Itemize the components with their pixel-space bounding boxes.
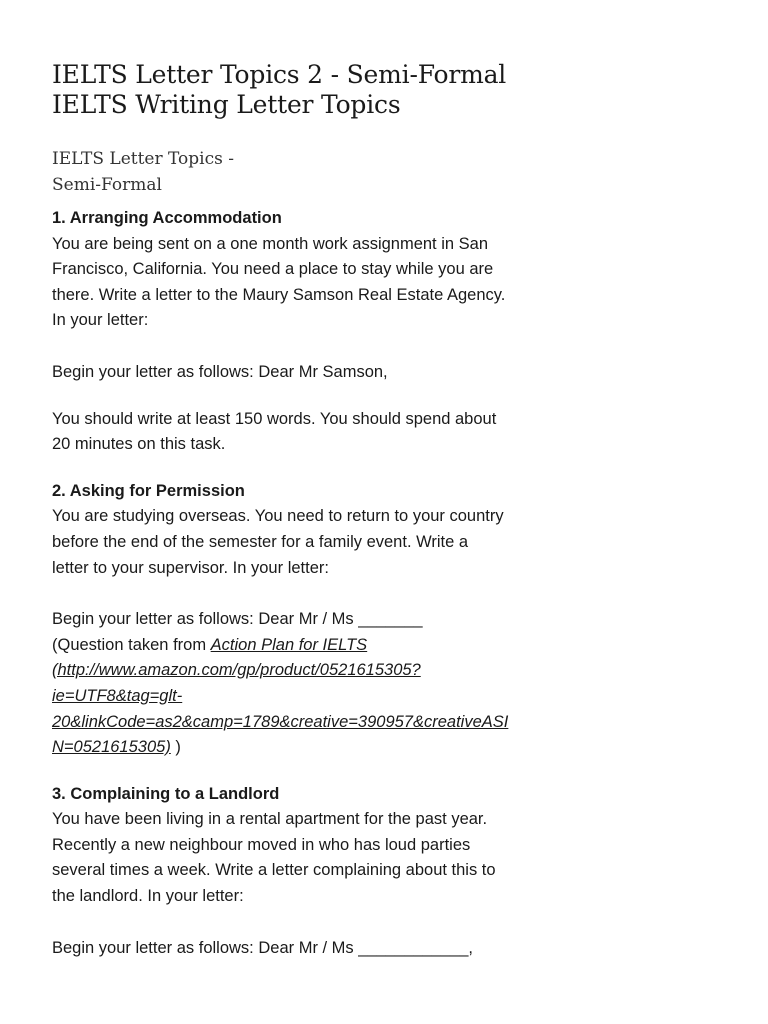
subtitle-line-1: IELTS Letter Topics - (52, 149, 234, 169)
body-line: there. Write a letter to the Maury Samson Real Estate Agency. (52, 285, 506, 304)
body-line: You are being sent on a one month work assignment in San (52, 234, 489, 253)
source-url-line: 20&linkCode=as2&camp=1789&creative=390957&creativeASI (52, 712, 509, 731)
topic-heading: 1. Arranging Accommodation (52, 209, 282, 227)
page-title (52, 60, 552, 120)
document-page (52, 60, 552, 961)
source-url-line: (http://www.amazon.com/gp/product/0521615305? (52, 661, 421, 680)
topic-body (52, 504, 552, 581)
subtitle-line-2: Semi-Formal (52, 175, 162, 195)
body-line: several times a week. Write a letter complaining about this to (52, 861, 496, 880)
body-line: letter to your supervisor. In your letter: (52, 558, 329, 577)
source-citation (52, 633, 552, 761)
source-prefix: (Question taken from (52, 635, 211, 654)
instruction-line: 20 minutes on this task. (52, 435, 226, 454)
body-line: before the end of the semester for a family event. Write a (52, 532, 469, 551)
body-line: Francisco, California. You need a place to stay while you are (52, 260, 494, 279)
length-instruction (52, 407, 552, 458)
topic-3 (52, 782, 552, 962)
begin-instruction: Begin your letter as follows: Dear Mr / Ms _______ (52, 610, 423, 629)
section-subtitle (52, 146, 552, 198)
source-suffix: ) (170, 738, 181, 757)
source-url-line: ie=UTF8&tag=glt- (52, 686, 183, 705)
title-line-2: IELTS Writing Letter Topics (52, 90, 401, 119)
topic-1 (52, 206, 552, 458)
topic-heading: 2. Asking for Permission (52, 481, 245, 500)
body-line: You have been living in a rental apartment for the past year. (52, 810, 488, 829)
begin-instruction: Begin your letter as follows: Dear Mr / Ms ____________, (52, 938, 473, 957)
body-line: You are studying overseas. You need to return to your country (52, 507, 504, 526)
title-line-1: IELTS Letter Topics 2 - Semi-Formal (52, 60, 507, 89)
source-url-line: N=0521615305) (52, 738, 171, 757)
body-line: Recently a new neighbour moved in who has loud parties (52, 835, 471, 854)
topic-body (52, 807, 552, 909)
topic-body (52, 232, 552, 334)
body-line: In your letter: (52, 311, 149, 330)
instruction-line: You should write at least 150 words. You should spend about (52, 409, 497, 428)
source-link-text: Action Plan for IELTS (210, 635, 368, 654)
body-line: the landlord. In your letter: (52, 887, 244, 906)
topic-heading: 3. Complaining to a Landlord (52, 784, 280, 803)
begin-instruction: Begin your letter as follows: Dear Mr Samson, (52, 362, 388, 381)
topic-2 (52, 479, 552, 761)
